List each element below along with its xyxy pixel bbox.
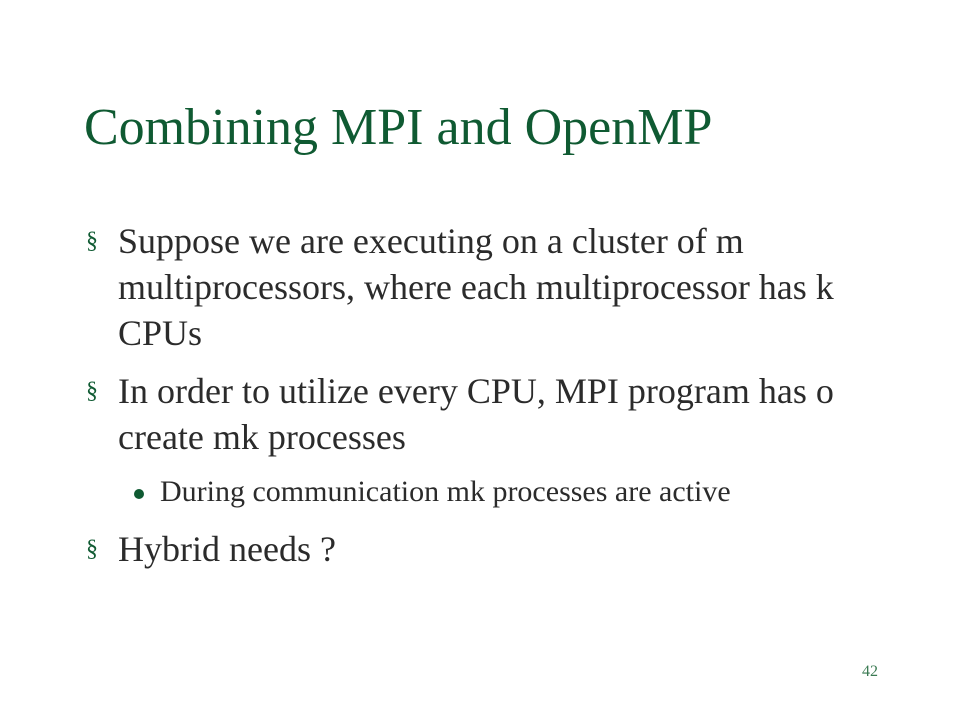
dot-bullet-icon [134,489,144,499]
section-bullet-icon: § [86,536,98,562]
section-bullet-icon: § [86,228,98,254]
section-bullet-icon: § [86,378,98,404]
page-number: 42 [862,663,878,680]
bullet-item-cluster [84,218,884,356]
bullet-item-utilize [84,368,884,460]
bullet-text: In order to utilize every CPU, MPI program has o create mk processes [118,371,834,457]
sub-bullet-text: During communication mk processes are active [160,475,731,508]
bullet-text: Hybrid needs ? [118,529,336,569]
bullet-text: Suppose we are executing on a cluster of m multiprocessors, where each multiprocessor has k CPUs [118,221,834,353]
slide-title: Combining MPI and OpenMP [84,99,713,156]
bullet-list [84,218,884,584]
bullet-item-hybrid [84,526,884,572]
sub-bullet-item-communication [84,472,884,512]
